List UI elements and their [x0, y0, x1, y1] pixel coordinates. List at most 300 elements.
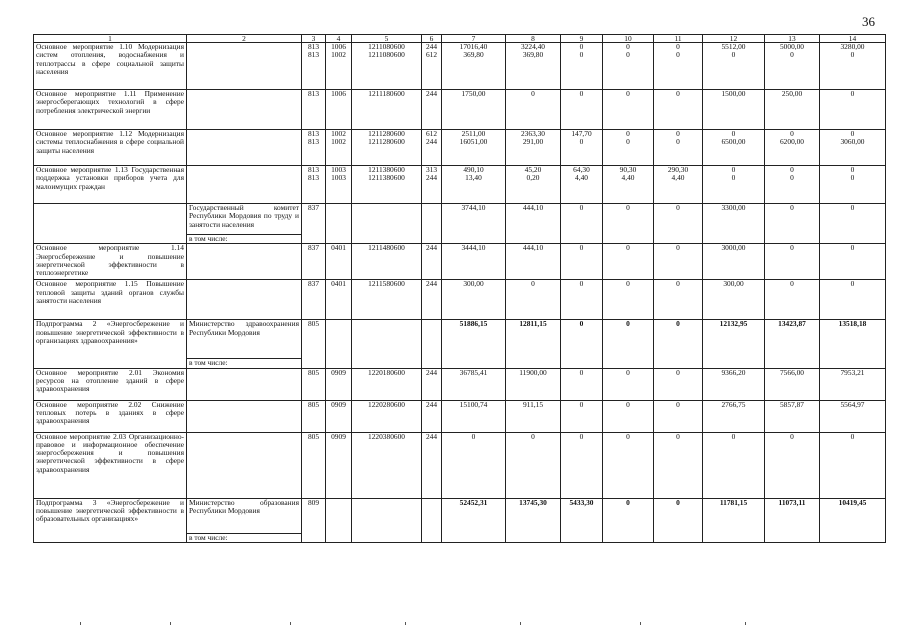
value-cell [352, 166, 422, 204]
measure-name-cell: Основное мероприятие 2.03 Организационно-правовое и информационное обеспечение энергосбережения и повышения энергетической эффективности в сфере здравоохранения [34, 432, 187, 498]
measure-name-cell: Основное мероприятие 1.15 Повышение тепловой защиты зданий органов службы занятости населения [34, 280, 187, 320]
value-cell [703, 244, 765, 280]
cell-value: 1220180600 [368, 368, 405, 377]
cell-value: 1211180600 [368, 89, 405, 98]
cell-value: 0 [790, 203, 794, 212]
table-row [34, 244, 886, 280]
col-header: 6 [422, 35, 442, 43]
value-cell [302, 400, 326, 432]
cell-value: 805 [307, 319, 320, 329]
value-cell [820, 166, 886, 204]
cell-value: 0 [676, 498, 680, 507]
cell-value: 0 [579, 432, 584, 441]
cell-value: 300,00 [723, 279, 744, 289]
value-cell [561, 320, 603, 368]
cell-value: 0 [790, 243, 794, 253]
executor-cell [187, 244, 302, 280]
value-cell [820, 43, 886, 90]
value-cell [820, 320, 886, 368]
value-cell [765, 43, 820, 90]
cell-value: 0 [626, 203, 630, 212]
cell-value: 16051,00 [459, 137, 488, 147]
cell-value: 0 [676, 203, 680, 212]
measure-name-cell: Основное мероприятие 1.11 Применение энергосберегающих технологий в сфере потребления электрической энергии [34, 90, 187, 130]
executor-cell [187, 166, 302, 204]
cell-value: 813 [307, 42, 320, 51]
value-cell [326, 166, 352, 204]
cell-value: 813 [307, 173, 320, 183]
measure-name-cell [34, 204, 187, 244]
value-cell [603, 280, 654, 320]
value-cell [765, 498, 820, 542]
cell-value: 0 [676, 432, 680, 441]
measure-name-cell: Подпрограмма 3 «Энергосбережение и повышение энергетической эффективности в образовательных организациях» [34, 498, 187, 542]
cell-value: 1211480600 [368, 243, 405, 253]
cell-value: 291,00 [522, 137, 544, 147]
value-cell [603, 432, 654, 498]
cell-value: 0 [850, 173, 855, 183]
measure-name-cell: Основное мероприятие 1.10 Модернизация систем отопления, водоснабжения и теплотрассы в сфере социальной защиты населения [34, 43, 187, 90]
value-cell [326, 368, 352, 400]
value-cell [506, 43, 561, 90]
cell-value: 0 [626, 400, 630, 409]
value-cell [352, 280, 422, 320]
cell-value: 0 [531, 279, 535, 289]
value-cell [352, 204, 422, 244]
cell-value: 12132,95 [719, 319, 748, 329]
cell-value: 1211080600 [368, 42, 405, 51]
value-cell [422, 400, 442, 432]
value-cell [765, 368, 820, 400]
table-row [34, 166, 886, 204]
cell-value: 1006 [331, 42, 346, 51]
cell-value: 3224,40 [520, 42, 546, 51]
executor-cell [187, 320, 302, 368]
cell-value: 244 [425, 279, 438, 289]
value-cell [302, 204, 326, 244]
value-cell [820, 244, 886, 280]
value-cell [506, 166, 561, 204]
cell-value: 0 [626, 432, 630, 441]
cell-value: 13423,87 [778, 319, 806, 329]
cell-value: 9366,20 [721, 368, 746, 377]
executor-name: Министерство образования Республики Мордовия [189, 498, 299, 515]
value-cell [326, 498, 352, 542]
value-cell [302, 498, 326, 542]
cell-value: 0 [626, 129, 630, 138]
value-cell [326, 43, 352, 90]
cell-value: 0 [676, 50, 680, 60]
cell-value: 7953,21 [840, 368, 865, 377]
executor-cell [187, 432, 302, 498]
col-header: 13 [765, 35, 820, 43]
cell-value: 0 [579, 400, 584, 409]
cell-value: 0 [731, 173, 736, 183]
cell-value: 0,20 [526, 173, 540, 183]
value-cell [654, 90, 703, 130]
value-cell [422, 204, 442, 244]
measure-name-cell: Основное мероприятие 1.14 Энергосбережение и повышение энергетической эффективности в теплоэнергетике [34, 244, 187, 280]
value-cell [654, 43, 703, 90]
value-cell [422, 244, 442, 280]
cell-value: 2511,00 [461, 129, 486, 138]
cell-value: 313 [425, 165, 438, 174]
cell-value: 1220380600 [368, 432, 405, 441]
value-cell [561, 130, 603, 166]
value-cell [561, 244, 603, 280]
cell-value: 244 [425, 173, 438, 183]
cell-value: 1211380600 [368, 165, 405, 174]
measure-name-cell: Подпрограмма 2 «Энергосбережение и повышение энергетической эффективности в организациях здравоохранения» [34, 320, 187, 368]
cell-value: 813 [307, 137, 320, 147]
cell-value: 0 [626, 89, 630, 98]
cell-value: 2363,30 [520, 129, 546, 138]
cell-value: 3060,00 [840, 137, 865, 147]
value-cell [603, 166, 654, 204]
cell-value: 0 [579, 368, 584, 377]
value-cell [654, 498, 703, 542]
cell-value: 1002 [331, 129, 346, 138]
table-row [34, 432, 886, 498]
executor-subnote: в том числе: [187, 234, 301, 243]
scan-edge-marks [0, 622, 905, 628]
col-header: 2 [187, 35, 302, 43]
value-cell [302, 130, 326, 166]
value-cell [352, 90, 422, 130]
value-cell [765, 244, 820, 280]
cell-value: 813 [307, 50, 320, 60]
value-cell [603, 400, 654, 432]
cell-value: 0 [731, 432, 736, 441]
executor-cell [187, 43, 302, 90]
cell-value: 1750,00 [461, 89, 486, 98]
value-cell [506, 244, 561, 280]
value-cell [506, 280, 561, 320]
value-cell [506, 432, 561, 498]
cell-value: 805 [307, 368, 320, 377]
cell-value: 1211280600 [368, 129, 405, 138]
cell-value: 15100,74 [459, 400, 488, 409]
value-cell [442, 400, 506, 432]
value-cell [703, 130, 765, 166]
value-cell [703, 90, 765, 130]
value-cell [703, 280, 765, 320]
value-cell [820, 280, 886, 320]
value-cell [506, 498, 561, 542]
cell-value: 0 [850, 432, 855, 441]
cell-value: 1006 [331, 89, 346, 98]
value-cell [326, 280, 352, 320]
col-header: 10 [603, 35, 654, 43]
cell-value: 0 [676, 400, 680, 409]
value-cell [703, 400, 765, 432]
cell-value: 0 [790, 50, 794, 60]
cell-value: 0 [731, 50, 736, 60]
value-cell [352, 400, 422, 432]
cell-value: 1003 [331, 173, 346, 183]
value-cell [422, 498, 442, 542]
executor-subnote: в том числе: [187, 358, 301, 367]
value-cell [703, 43, 765, 90]
value-cell [561, 90, 603, 130]
value-cell [302, 166, 326, 204]
value-cell [703, 204, 765, 244]
value-cell [603, 43, 654, 90]
cell-value: 0 [579, 203, 584, 212]
value-cell [506, 130, 561, 166]
cell-value: 0 [850, 279, 855, 289]
cell-value: 0 [626, 498, 630, 507]
cell-value: 369,80 [522, 50, 544, 60]
cell-value: 0 [531, 89, 535, 98]
executor-name: Министерство здравоохранения Республики Мордовия [189, 319, 299, 337]
cell-value: 3000,00 [721, 243, 746, 253]
value-cell [703, 432, 765, 498]
value-cell [352, 498, 422, 542]
executor-cell [187, 498, 302, 542]
cell-value: 0 [790, 165, 794, 174]
cell-value: 0 [790, 279, 794, 289]
cell-value: 0909 [331, 368, 346, 377]
cell-value: 0 [676, 279, 680, 289]
measure-name-cell: Основное мероприятие 2.02 Снижение тепловых потерь в зданиях в сфере здравоохранения [34, 400, 187, 432]
table-row [34, 204, 886, 244]
value-cell [506, 368, 561, 400]
cell-value: 0 [579, 42, 584, 51]
cell-value: 13745,30 [519, 498, 547, 507]
page-number: 36 [862, 14, 875, 29]
cell-value: 11073,11 [778, 498, 806, 507]
cell-value: 4,40 [621, 173, 635, 183]
value-cell [422, 166, 442, 204]
cell-value: 300,00 [463, 279, 484, 289]
col-header: 1 [34, 35, 187, 43]
value-cell [302, 43, 326, 90]
value-cell [352, 130, 422, 166]
value-cell [352, 368, 422, 400]
value-cell [442, 204, 506, 244]
value-cell [326, 320, 352, 368]
value-cell [302, 244, 326, 280]
cell-value: 0 [676, 42, 680, 51]
cell-value: 0 [790, 129, 794, 138]
cell-value: 3280,00 [840, 42, 865, 51]
value-cell [422, 368, 442, 400]
value-cell [506, 90, 561, 130]
value-cell [820, 400, 886, 432]
value-cell [302, 368, 326, 400]
table-row [34, 400, 886, 432]
value-cell [422, 90, 442, 130]
cell-value: 11781,15 [719, 498, 748, 507]
cell-value: 1002 [331, 137, 346, 147]
value-cell [422, 432, 442, 498]
cell-value: 4,40 [575, 173, 588, 183]
cell-value: 0401 [331, 279, 346, 289]
cell-value: 0 [626, 243, 630, 253]
value-cell [561, 280, 603, 320]
cell-value: 0 [850, 129, 855, 138]
cell-value: 244 [425, 137, 438, 147]
cell-value: 64,30 [573, 165, 590, 174]
cell-value: 147,70 [571, 129, 592, 138]
cell-value: 250,00 [781, 89, 803, 98]
table-row [34, 368, 886, 400]
measure-name-cell: Основное мероприятие 2.01 Экономия ресурсов на отопление зданий в сфере здравоохранения [34, 368, 187, 400]
cell-value: 444,10 [522, 243, 544, 253]
cell-value: 0 [676, 129, 680, 138]
value-cell [654, 432, 703, 498]
value-cell [654, 320, 703, 368]
cell-value: 7566,00 [779, 368, 805, 377]
header-row [34, 35, 886, 43]
value-cell [326, 432, 352, 498]
value-cell [422, 43, 442, 90]
value-cell [765, 320, 820, 368]
cell-value: 5564,97 [840, 400, 865, 409]
cell-value: 0 [790, 173, 794, 183]
col-header: 7 [442, 35, 506, 43]
cell-value: 0 [731, 129, 736, 138]
cell-value: 0 [850, 165, 855, 174]
cell-value: 369,80 [463, 50, 484, 60]
cell-value: 911,15 [522, 400, 544, 409]
value-cell [422, 280, 442, 320]
value-cell [765, 280, 820, 320]
value-cell [765, 130, 820, 166]
value-cell [352, 320, 422, 368]
value-cell [820, 498, 886, 542]
value-cell [603, 244, 654, 280]
cell-value: 0 [731, 165, 736, 174]
cell-value: 3444,10 [461, 243, 486, 253]
value-cell [703, 320, 765, 368]
cell-value: 813 [307, 165, 320, 174]
cell-value: 837 [307, 279, 320, 289]
executor-cell [187, 90, 302, 130]
cell-value: 1500,00 [721, 89, 746, 98]
value-cell [703, 498, 765, 542]
value-cell [326, 244, 352, 280]
value-cell [765, 166, 820, 204]
value-cell [603, 320, 654, 368]
value-cell [561, 498, 603, 542]
value-cell [603, 368, 654, 400]
cell-value: 1211380600 [368, 173, 405, 183]
cell-value: 0 [626, 279, 630, 289]
value-cell [654, 400, 703, 432]
value-cell [302, 90, 326, 130]
table-row [34, 498, 886, 542]
table-row [34, 280, 886, 320]
value-cell [603, 130, 654, 166]
cell-value: 612 [425, 129, 438, 138]
cell-value: 244 [425, 400, 438, 409]
cell-value: 3744,10 [461, 203, 486, 212]
value-cell [302, 432, 326, 498]
cell-value: 0 [626, 50, 630, 60]
value-cell [326, 400, 352, 432]
cell-value: 0909 [331, 400, 346, 409]
cell-value: 36785,41 [459, 368, 488, 377]
cell-value: 1002 [331, 50, 346, 60]
value-cell [765, 432, 820, 498]
cell-value: 13,40 [465, 173, 482, 183]
cell-value: 0 [579, 279, 584, 289]
cell-value: 1211280600 [368, 137, 405, 147]
table-row [34, 43, 886, 90]
value-cell [603, 204, 654, 244]
cell-value: 3300,00 [721, 203, 746, 212]
cell-value: 45,20 [524, 165, 542, 174]
cell-value: 813 [307, 129, 320, 138]
executor-subnote: в том числе: [187, 533, 301, 542]
value-cell [820, 130, 886, 166]
value-cell [506, 400, 561, 432]
cell-value: 0 [626, 42, 630, 51]
cell-value: 290,30 [667, 165, 689, 174]
value-cell [442, 498, 506, 542]
executor-cell [187, 400, 302, 432]
cell-value: 0909 [331, 432, 346, 441]
cell-value: 0 [676, 243, 680, 253]
value-cell [442, 90, 506, 130]
value-cell [561, 432, 603, 498]
col-header: 12 [703, 35, 765, 43]
cell-value: 1220280600 [368, 400, 405, 409]
value-cell [820, 90, 886, 130]
cell-value: 2766,75 [721, 400, 746, 409]
value-cell [820, 368, 886, 400]
cell-value: 0 [676, 368, 680, 377]
cell-value: 6200,00 [779, 137, 805, 147]
cell-value: 0 [579, 89, 584, 98]
col-header: 11 [654, 35, 703, 43]
cell-value: 244 [425, 368, 438, 377]
cell-value: 17016,40 [459, 42, 488, 51]
value-cell [603, 498, 654, 542]
value-cell [561, 166, 603, 204]
cell-value: 0 [676, 319, 680, 329]
cell-value: 10419,45 [838, 498, 867, 507]
cell-value: 13518,18 [838, 319, 867, 329]
value-cell [703, 166, 765, 204]
cell-value: 4,40 [671, 173, 685, 183]
table-row [34, 320, 886, 368]
value-cell [326, 90, 352, 130]
value-cell [765, 400, 820, 432]
budget-table [33, 34, 886, 543]
value-cell [561, 43, 603, 90]
cell-value: 5433,30 [569, 498, 594, 507]
value-cell [603, 90, 654, 130]
value-cell [765, 204, 820, 244]
cell-value: 0401 [331, 243, 346, 253]
cell-value: 5000,00 [779, 42, 805, 51]
cell-value: 51886,15 [459, 319, 488, 329]
cell-value: 0 [579, 137, 584, 147]
value-cell [302, 280, 326, 320]
cell-value: 0 [676, 137, 680, 147]
value-cell [442, 166, 506, 204]
cell-value: 52452,31 [459, 498, 488, 507]
measure-name-cell: Основное мероприятие 1.13 Государственная поддержка установки приборов учета для малоимущих граждан [34, 166, 187, 204]
value-cell [654, 130, 703, 166]
value-cell [561, 368, 603, 400]
value-cell [442, 368, 506, 400]
value-cell [654, 166, 703, 204]
value-cell [442, 43, 506, 90]
